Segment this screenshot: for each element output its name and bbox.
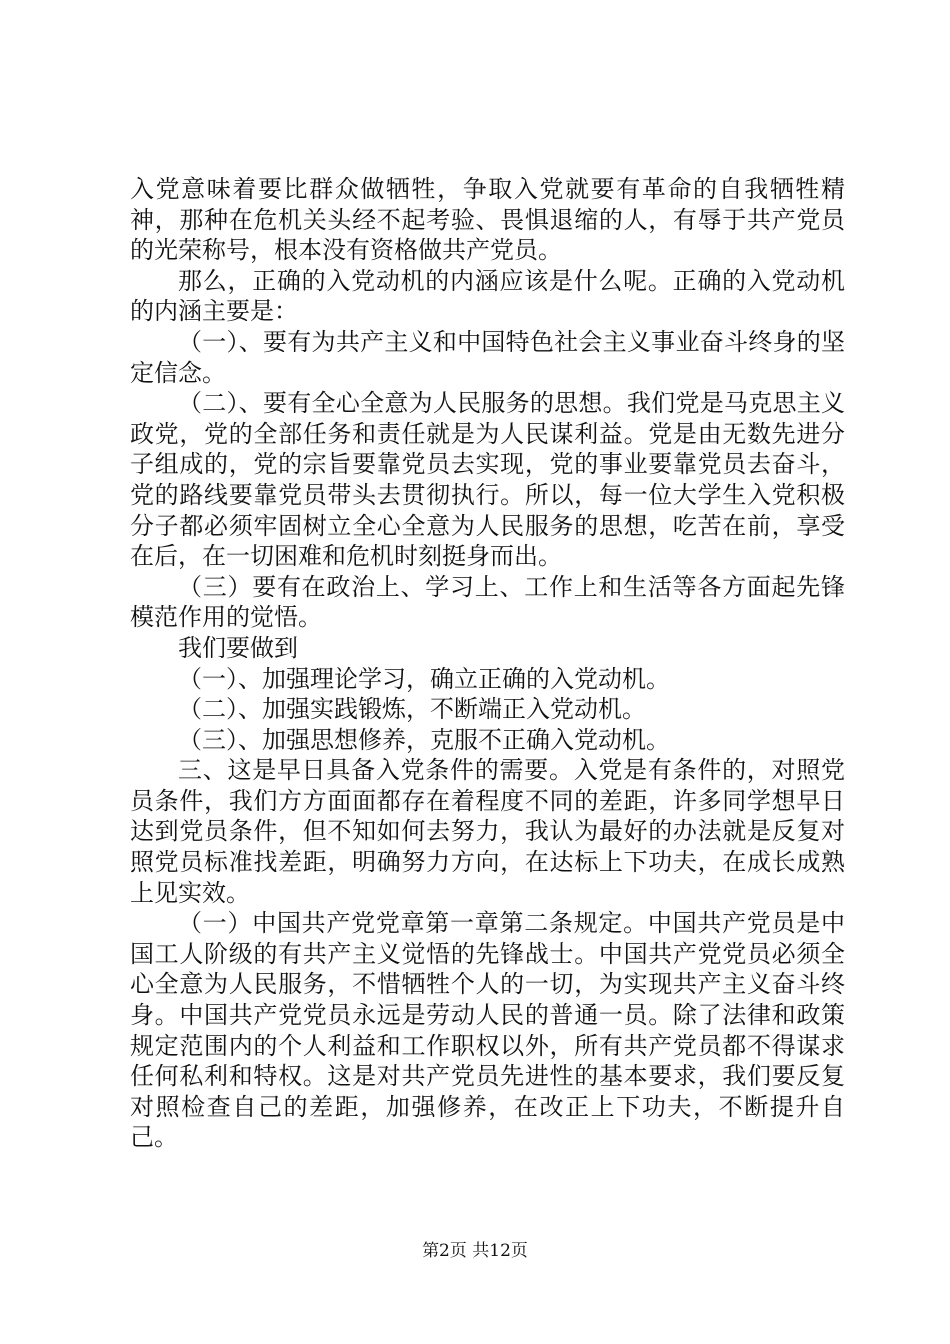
paragraph-8: （二）、加强实践锻炼，不断端正入党动机。 xyxy=(178,695,646,724)
paragraph-7: （一）、加强理论学习，确立正确的入党动机。 xyxy=(178,664,670,693)
paragraph-3: （一）、要有为共产主义和中国特色社会主义事业奋斗终身的坚定信念。 xyxy=(130,327,845,387)
paragraph-4: （二）、要有全心全意为人民服务的思想。我们党是马克思主义政党，党的全部任务和责任就是为人民谋利益。党是由无数先进分子组成的，党的宗旨要靠党员去实现，党的事业要靠党员去奋斗，党的路线要靠党员带头去贯彻执行。所以，每一位大学生入党积极分子都必须牢固树立全心全意为人民服务的思想，吃苦在前，享受在后，在一切困难和危机时刻挺身而出。 xyxy=(130,389,845,571)
paragraph-10: 三、这是早日具备入党条件的需要。入党是有条件的，对照党员条件，我们方方面面都存在着程度不同的差距，许多同学想早日达到党员条件，但不知如何去努力，我认为最好的办法就是反复对照党员标准找差距，明确努力方向，在达标上下功夫，在成长成熟上见实效。 xyxy=(130,756,845,907)
paragraph-11: （一）中国共产党党章第一章第二条规定。中国共产党员是中国工人阶级的有共产主义觉悟的先锋战士。中国共产党党员必须全心全意为人民服务，不惜牺牲个人的一切，为实现共产主义奋斗终身。中国共产党党员永远是劳动人民的普通一员。除了法律和政策规定范围内的个人利益和工作职权以外，所有共产党员都不得谋求任何私利和特权。这是对共产党员先进性的基本要求，我们要反复对照检查自己的差距，加强修养，在改正上下功夫，不断提升自己。 xyxy=(130,909,845,1152)
paragraph-5: （三）要有在政治上、学习上、工作上和生活等各方面起先锋模范作用的觉悟。 xyxy=(130,572,845,632)
paragraph-2: 那么，正确的入党动机的内涵应该是什么呢。正确的入党动机的内涵主要是： xyxy=(130,266,845,326)
paragraph-9: （三）、加强思想修养，克服不正确入党动机。 xyxy=(178,725,670,754)
document-body xyxy=(130,174,845,1153)
paragraph-6: 我们要做到 xyxy=(178,633,298,662)
page-number-footer: 第2页 共12页 xyxy=(422,1241,528,1261)
paragraph-1: 入党意味着要比群众做牺牲，争取入党就要有革命的自我牺牲精神，那种在危机关头经不起考验、畏惧退缩的人，有辱于共产党员的光荣称号，根本没有资格做共产党员。 xyxy=(130,175,845,265)
